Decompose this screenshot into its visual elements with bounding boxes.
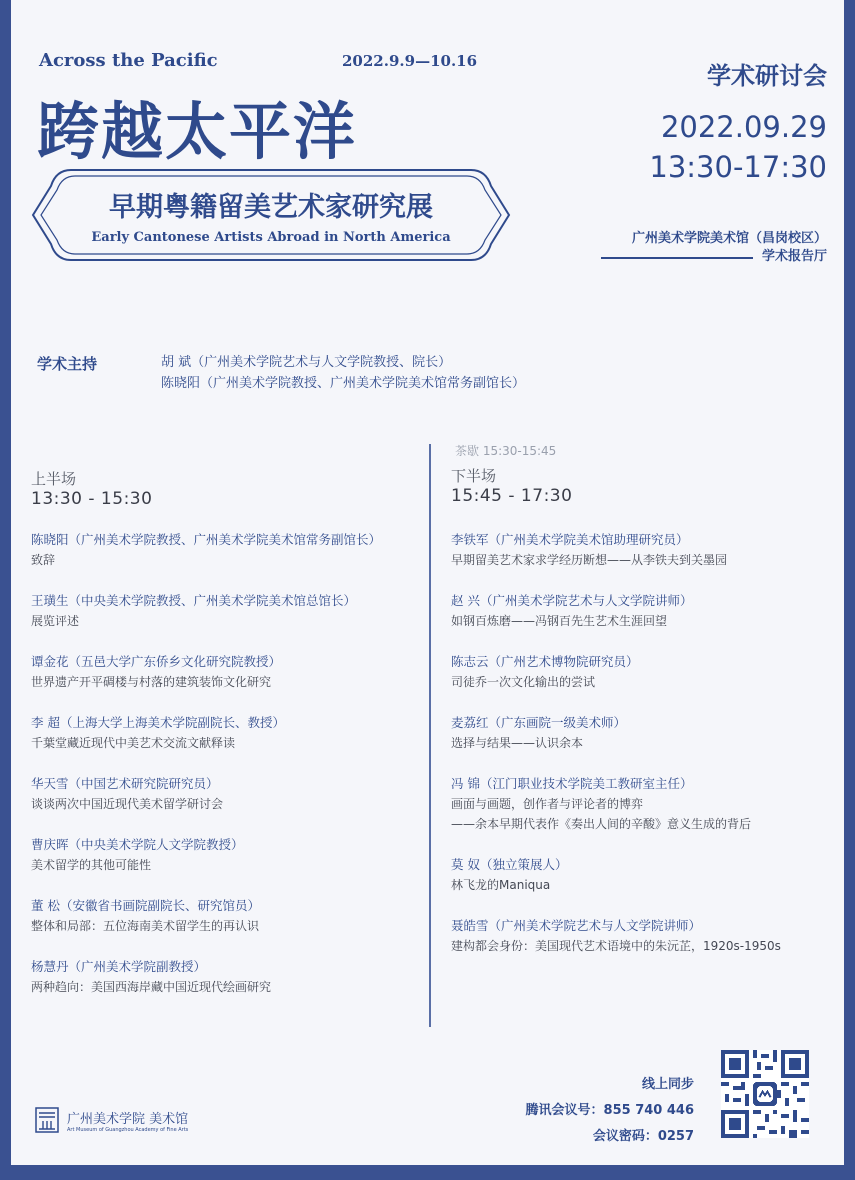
qr-code[interactable] xyxy=(721,1050,809,1138)
talk-topic: 谈谈两次中国近现代美术留学研讨会 xyxy=(31,797,224,811)
talk-speaker: 谭金花（五邑大学广东侨乡文化研究院教授） xyxy=(31,654,282,669)
talk-item xyxy=(451,713,626,751)
venue-room: 学术报告厅 xyxy=(761,249,827,264)
talk-speaker: 赵 兴（广州美术学院艺术与人文学院讲师） xyxy=(451,593,693,608)
talk-item xyxy=(31,957,271,995)
column-divider xyxy=(429,444,431,1027)
talk-topic: 千葉堂藏近现代中美艺术交流文献释读 xyxy=(31,736,236,750)
host-item: 胡 斌（广州美术学院艺术与人文学院教授、院长） xyxy=(161,355,452,370)
exhibition-dates: 2022.9.9—10.16 xyxy=(342,52,478,70)
talk-item xyxy=(31,835,244,873)
talk-speaker: 王璜生（中央美术学院教授、广州美术学院美术馆总馆长） xyxy=(31,593,357,608)
talk-topic: 展览评述 xyxy=(31,614,80,628)
main-title: 跨越太平洋 xyxy=(37,95,358,168)
talk-topic: 两种趋向：美国西海岸藏中国近现代绘画研究 xyxy=(31,980,272,994)
talk-speaker: 陈晓阳（广州美术学院教授、广州美术学院美术馆常务副馆长） xyxy=(31,532,382,547)
seminar-title: 学术研讨会 xyxy=(707,62,827,90)
tea-break: 茶歇 15:30-15:45 xyxy=(455,444,557,458)
talk-speaker: 陈志云（广州艺术博物院研究员） xyxy=(451,654,639,669)
talk-item xyxy=(451,591,692,629)
talk-topic: 林飞龙的Maniqua xyxy=(451,878,551,892)
talk-item xyxy=(31,774,223,812)
subtitle: 早期粤籍留美艺术家研究展 xyxy=(109,192,433,223)
second-half-time: 15:45 - 17:30 xyxy=(451,486,573,506)
talk-item xyxy=(31,652,281,690)
meeting-password: 会议密码：0257 xyxy=(592,1129,694,1144)
talk-speaker: 曹庆晖（中央美术学院人文学院教授） xyxy=(31,837,244,852)
talk-item xyxy=(31,713,285,751)
talk-speaker: 麦荔红（广东画院一级美术师） xyxy=(451,715,627,730)
talk-speaker: 冯 锦（江门职业技术学院美工教研室主任） xyxy=(451,776,693,791)
venue-name: 广州美术学院美术馆（昌岗校区） xyxy=(631,231,827,246)
online-sync-label: 线上同步 xyxy=(641,1077,694,1092)
venue-underline xyxy=(601,257,753,259)
first-half-label: 上半场 xyxy=(31,470,77,488)
talk-topic-continued: ——余本早期代表作《奏出人间的辛酸》意义生成的背后 xyxy=(451,817,752,831)
museum-logo-icon xyxy=(35,1107,59,1133)
talk-item xyxy=(451,774,751,832)
seminar-time: 13:30-17:30 xyxy=(649,150,827,184)
meeting-id: 腾讯会议号：855 740 446 xyxy=(525,1103,694,1118)
talk-topic: 致辞 xyxy=(31,553,56,567)
host-item: 陈晓阳（广州美术学院教授、广州美术学院美术馆常务副馆长） xyxy=(161,376,526,391)
talk-speaker: 杨慧丹（广州美术学院副教授） xyxy=(31,959,207,974)
second-half-label: 下半场 xyxy=(451,467,497,485)
poster xyxy=(11,0,844,1165)
talk-topic: 整体和局部：五位海南美术留学生的再认识 xyxy=(31,919,260,933)
talk-topic: 早期留美艺术家求学经历断想——从李铁夫到关墨园 xyxy=(451,553,728,567)
talk-item xyxy=(451,652,639,690)
seminar-date: 2022.09.29 xyxy=(660,110,827,144)
talk-topic: 建构都会身份：美国现代艺术语境中的朱沅芷，1920s-1950s xyxy=(451,939,781,953)
talk-topic: 世界遗产开平碉楼与村落的建筑装饰文化研究 xyxy=(31,675,272,689)
talk-speaker: 李铁军（广州美术学院美术馆助理研究员） xyxy=(451,532,689,547)
talk-speaker: 聂皓雪（广州美术学院艺术与人文学院讲师） xyxy=(451,918,702,933)
first-half-time: 13:30 - 15:30 xyxy=(31,489,153,509)
talk-item xyxy=(451,855,567,893)
talk-speaker: 华天雪（中国艺术研究院研究员） xyxy=(31,776,219,791)
museum-name-cn: 广州美术学院 美术馆 xyxy=(67,1112,189,1127)
talk-item xyxy=(31,591,356,629)
museum-name-en: Art Museum of Guangzhou Academy of Fine Arts xyxy=(67,1127,189,1133)
talk-speaker: 莫 奴（独立策展人） xyxy=(451,857,568,872)
subtitle-english: Early Cantonese Artists Abroad in North America xyxy=(91,230,451,245)
talk-topic: 画面与画题，创作者与评论者的博弈 xyxy=(451,797,644,811)
english-tagline: Across the Pacific xyxy=(39,50,218,71)
talk-item xyxy=(31,896,260,934)
talk-speaker: 李 超（上海大学上海美术学院副院长、教授） xyxy=(31,715,285,730)
talk-topic: 如钢百炼磨——冯钢百先生艺术生涯回望 xyxy=(451,614,668,628)
talk-topic: 选择与结果——认识余本 xyxy=(451,736,584,750)
host-label: 学术主持 xyxy=(37,355,98,373)
talk-topic: 司徒乔一次文化输出的尝试 xyxy=(451,675,596,689)
talk-speaker: 董 松（安徽省书画院副院长、研究馆员） xyxy=(31,898,260,913)
talk-item xyxy=(451,916,781,954)
talk-item xyxy=(31,530,381,568)
talk-topic: 美术留学的其他可能性 xyxy=(31,858,152,872)
talk-item xyxy=(451,530,727,568)
